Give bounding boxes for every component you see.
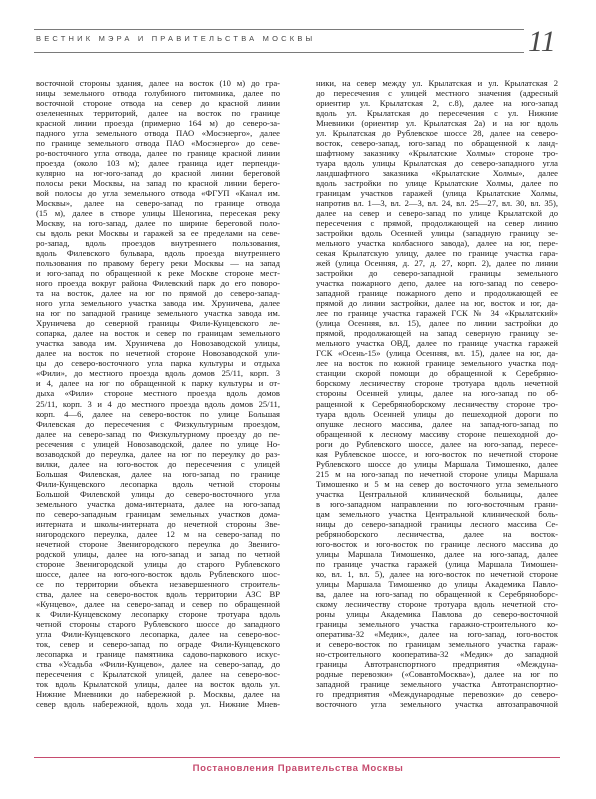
- text-line: кая Рублевское шоссе, и юго-восток по нечетной стороне: [316, 448, 558, 459]
- text-line: возаводской до переулка, далее на юг по переулку до раз-: [36, 448, 280, 459]
- text-line: ро-запад, вдоль проездов внутреннего пользования,: [36, 238, 280, 249]
- text-line: угла Фили-Кунцевского лесопарка, далее на северо-вос-: [36, 628, 280, 639]
- text-line: участка Центральной клинической больницы, далее: [316, 488, 558, 499]
- text-line: участка пожарного депо, далее на юго-запад по северо-: [316, 278, 558, 289]
- text-line: вдоль застройки по улице Крылатские Холмы, далее по: [316, 178, 558, 189]
- text-line: 215 м на юго-запад по нечетной стороне улицы Маршала: [316, 468, 558, 479]
- text-line: Мневники (ориентир ул. Крылатская 2а) и на юг вдоль: [316, 118, 558, 129]
- text-line: корп. 4—6, далее на северо-восток по улице Большая: [36, 408, 280, 419]
- text-line: лее по границе участка гаражей ГСК № 34 «Крылатский»: [316, 308, 558, 319]
- text-line: ул. Крылатская до Рублевское шоссе 28, далее на северо-: [316, 128, 558, 139]
- text-line: сопарка, далее на восток и север по границам земельного: [36, 328, 280, 339]
- text-line: юго-восток и юго-восток по границе лесного массива до: [316, 538, 558, 549]
- text-line: (15 м), далее в створе улицы Шеногина, пересекая реку: [36, 208, 280, 219]
- text-line: восточной стороне отвода на север до красной линии: [36, 98, 280, 109]
- text-line: по северо-западным границам земельных участков дома-: [36, 508, 280, 519]
- text-line: Москвы», далее на северо-запад по границе отвода: [36, 198, 280, 209]
- text-line: шафтному заказнику «Крылатские Холмы» стороне тро-: [316, 148, 558, 159]
- text-line: станции скорой помощи до обращенной к Серебряно-: [316, 368, 558, 379]
- text-line: оператива-32 «Медик», далее на юго-запад, юго-восток: [316, 628, 558, 639]
- text-line: лесопарка и границе памятника садово-паркового искус-: [36, 648, 280, 659]
- text-line: пересечения с прямой, продолжающей на север линию: [316, 218, 558, 229]
- text-line: ного угла земельного участка завода им. Хруничева, далее: [36, 298, 280, 309]
- text-line: мельного участка ОВД, далее по границе участка гаражей: [316, 338, 558, 349]
- text-line: прямой до линии застройки, далее на юг, восток и юг, да-: [316, 298, 558, 309]
- text-line: лее на восток по южной границе земельного участка под-: [316, 358, 558, 369]
- text-line: к Фили-Кунцевскому лесопарку стороне тротуара вдоль: [36, 608, 280, 619]
- text-line: ГСК «Осень-15» (улица Осенняя, вл. 15), далее на юг, да-: [316, 348, 558, 359]
- text-line: восточного угла земельного участка автозаправочной: [316, 698, 558, 709]
- text-line: та на восток, далее на юг по прямой до северо-запад-: [36, 288, 280, 299]
- text-line: в юго-западном направлении по юго-восточным грани-: [316, 498, 558, 509]
- text-line: ребряноборского лесничества, далее на восток-: [316, 528, 558, 539]
- text-line: (улица Осенняя, вл. 15), далее по линии застройки до: [316, 318, 558, 329]
- text-line: далее на северо-запад по Физкультурному проезду до пе-: [36, 428, 280, 439]
- header-rule-top: [34, 29, 524, 30]
- text-line: земельного участка дома-интерната, далее на юго-запад: [36, 498, 280, 509]
- text-line: цы до северо-восточного угла парка культуры и отдыха: [36, 358, 280, 369]
- text-line: нигородского переулка, далее 12 м на северо-запад по: [36, 528, 280, 539]
- text-line: «Фили», до местного проезда вдоль домов 25/11, корп. 3: [36, 368, 280, 379]
- text-column-right: [316, 78, 558, 709]
- text-line: ницы до северо-западной границы лесного массива Се-: [316, 518, 558, 529]
- text-line: ориентир ул. Крылатская 2, с.8), далее на юго-запад: [316, 98, 558, 109]
- text-line: роги до Рублевского шоссе, далее на юго-запад, пересе-: [316, 438, 558, 449]
- text-line: го предприятия «Международные перевозки» до северо-: [316, 688, 558, 699]
- text-line: нечетной стороне Звенигородского переулка до Звениго-: [36, 538, 280, 549]
- text-line: роны улицы Академика Павлова до северо-восточной: [316, 608, 558, 619]
- text-line: границы земельного участка гаражно-строительного ко-: [316, 618, 558, 629]
- text-line: борскому лесничеству стороне тротуара вдоль нечетной: [316, 378, 558, 389]
- text-line: но-строительного кооператива-32 «Медик» до западной: [316, 648, 558, 659]
- text-line: далее на север и северо-запад по улице Крылатской до: [316, 208, 558, 219]
- footer-rule: [34, 757, 560, 758]
- text-line: вой полосы до угла земельного отвода «ФГУП «Канал им.: [36, 188, 280, 199]
- text-line: ток, север и северо-запад по ограде Фили-Кунцевского: [36, 638, 280, 649]
- text-line: Хруничева до северной границы Фили-Кунцевского ле-: [36, 318, 280, 329]
- text-line: дыха «Фили» стороне местного проезда вдоль домов: [36, 388, 280, 399]
- text-line: шоссе, далее на юго-юго-восток вдоль Рублевского шос-: [36, 568, 280, 579]
- text-line: стороне Звенигородской улицы до старого Рублевского: [36, 558, 280, 569]
- text-line: туара вдоль Осенней улицы до пешеходной дороги по: [316, 408, 558, 419]
- text-line: ницы земельного отвода голубиного питомника, далее по: [36, 88, 280, 99]
- text-line: улицы Маршала Тимошенко, далее на юго-запад, далее: [316, 548, 558, 559]
- text-line: обращенной к лесному массиву стороне пешеходной до-: [316, 428, 558, 439]
- text-line: Нижние Мневники до набережной р. Москвы, далее на: [36, 688, 280, 699]
- text-line: Филевская до пересечения с Физкультурным проездом,: [36, 418, 280, 429]
- text-line: родные перевозки» («СовавтоМосква»), далее на юг по: [316, 668, 558, 679]
- text-line: границы Автотранспортного предприятия «Междуна-: [316, 658, 558, 669]
- text-line: красной линии проезда (примерно 164 м) до северо-за-: [36, 118, 280, 129]
- text-line: сы вдоль реки Москвы и гаражей за ее пределами на севе-: [36, 228, 280, 239]
- text-line: на юг по западной границе земельного участка завода им.: [36, 308, 280, 319]
- text-line: цам земельного участка Центральной клинической боль-: [316, 508, 558, 519]
- text-line: ного проезда вокруг района Филевский парк до его поворо-: [36, 278, 280, 289]
- text-line: Большой Филевской улицы до северо-восточного угла: [36, 488, 280, 499]
- text-line: жей (улица Осенняя, д. 27, д. 27, корп. 2), далее по линии: [316, 258, 558, 269]
- text-line: четной стороны старого Рублевского шоссе до западного: [36, 618, 280, 629]
- text-line: се по территории объекта незавершенного строитель-: [36, 578, 280, 589]
- text-line: пользования по правому берегу реки Москвы — на запад: [36, 258, 280, 269]
- text-line: ток вдоль Крылатской улицы, далее на восток вдоль ул.: [36, 678, 280, 689]
- text-line: улицы Маршала Тимошенко до улицы Академика Павло-: [316, 578, 558, 589]
- text-line: застройки до северо-западной границы земельного: [316, 268, 558, 279]
- text-line: «Кунцево», далее на северо-запад и север по обращенной: [36, 598, 280, 609]
- text-line: прямой, продолжающей на запад северную границу зе-: [316, 328, 558, 339]
- text-line: опушке лесного массива, далее на запад-юго-запад по: [316, 418, 558, 429]
- text-line: ращенной к Серебряноборскому лесничеству стороне тро-: [316, 398, 558, 409]
- text-line: Большая Филевская, далее на юго-запад по границе: [36, 468, 280, 479]
- text-line: озелененных территорий, далее на восток по границе: [36, 108, 280, 119]
- text-line: 25/11, корп. 3 и 4 до местного проезда вдоль домов 25/11,: [36, 398, 280, 409]
- text-line: восточной стороны здания, далее на восток (10 м) до гра-: [36, 78, 280, 88]
- text-line: и юго-запад по обращенной к реке Москве стороне мест-: [36, 268, 280, 279]
- text-line: ства «Усадьба «Фили-Кунцево», далее на северо-запад, до: [36, 658, 280, 669]
- text-line: западной границе земельного участка Автотранспортно-: [316, 678, 558, 689]
- text-line: интерната и школы-интерната до нечетной стороны Зве-: [36, 518, 280, 529]
- text-line: ресечения с улицей Новозаводской, далее по улице Но-: [36, 438, 280, 449]
- text-line: секая Крылатскую улицу, далее по границе участка гара-: [316, 248, 558, 259]
- text-line: и 4, далее на юг по обращенной к парку культуры и от-: [36, 378, 280, 389]
- text-line: Фили-Кунцевского лесопарка вдоль четной стороны: [36, 478, 280, 489]
- text-line: туара вдоль улицы Крылатская до северо-западного угла: [316, 158, 558, 169]
- text-line: Рублевского шоссе до улицы Маршала Тимошенко, далее: [316, 458, 558, 469]
- text-line: проезда (около 103 м); далее граница идет перпенди-: [36, 158, 280, 169]
- text-line: скому лесничеству стороне тротуара вдоль нечетной сто-: [316, 598, 558, 609]
- text-line: вилки, далее на юго-восток до пересечения с улицей: [36, 458, 280, 469]
- text-line: родской улицы, далее на юго-запад и запад по четной: [36, 548, 280, 559]
- text-line: по границе участка гаражей (улица Маршала Тимошен-: [316, 558, 558, 569]
- text-line: пересечения с Крылатской улицей, далее на северо-вос-: [36, 668, 280, 679]
- text-line: мельного участка колбасного завода), далее на юг, пере-: [316, 238, 558, 249]
- text-line: до пересечения с улицей местного значения (адресный: [316, 88, 558, 99]
- text-line: восток, северо-запад, юго-запад по обращенной к ланд-: [316, 138, 558, 149]
- text-line: по границе земельного отвода ПАО «Мосэнерго» до севе-: [36, 138, 280, 149]
- text-line: вдоль Филевского бульвара, вдоль проезда внутреннего: [36, 248, 280, 259]
- text-line: напротив вл. 1—3, вл. 2—3, вл. 24, вл. 25—27, вл. 30, вл. 35),: [316, 198, 558, 209]
- text-line: падного угла земельного отвода ПАО «Мосэнерго», далее: [36, 128, 280, 139]
- text-line: Тимошенко и 5 м на север до восточного угла земельного: [316, 478, 558, 489]
- text-line: далее на восток по нечетной стороне Новозаводской ули-: [36, 348, 280, 359]
- text-line: участка завода им. Хруничева до Новозаводской улицы,: [36, 338, 280, 349]
- text-line: и северо-восток по границам земельного участка гараж-: [316, 638, 558, 649]
- text-line: ва, далее на юго-запад по обращенной к Серебряноборс-: [316, 588, 558, 599]
- text-line: застройки вдоль Осенней улицы (западную границу зе-: [316, 228, 558, 239]
- text-line: кулярно на юг-юго-запад до красной линии береговой: [36, 168, 280, 179]
- section-footer: Постановления Правительства Москвы: [192, 763, 404, 774]
- header-rule-bottom: [34, 52, 524, 53]
- text-line: ро-восточного угла отвода, далее по границе красной линии: [36, 148, 280, 159]
- text-line: Москву, на юго-запад, далее по ширине береговой поло-: [36, 218, 280, 229]
- text-column-left: [36, 78, 280, 709]
- text-line: западной границе пожарного депо и продолжающей ее: [316, 288, 558, 299]
- text-line: ко, вл. 1, вл. 5), далее на юго-восток по нечетной стороне: [316, 568, 558, 579]
- text-line: ландшафтного заказника «Крылатские Холмы», далее: [316, 168, 558, 179]
- text-line: полосы реки Москвы, на запад по красной линии берего-: [36, 178, 280, 189]
- text-line: вдоль ул. Крылатская до пересечения с ул. Нижние: [316, 108, 558, 119]
- text-line: стороны Осенней улицы, далее на юго-запад по об-: [316, 388, 558, 399]
- text-line: границам участков гаражей (улица Крылатские Холмы,: [316, 188, 558, 199]
- text-line: ства, далее на северо-восток вдоль территории АЗС ВР: [36, 588, 280, 599]
- text-line: ники, на север между ул. Крылатская и ул. Крылатская 2: [316, 78, 558, 88]
- text-line: север вдоль набережной, вдоль хода ул. Нижние Мнев-: [36, 698, 280, 709]
- journal-title: ВЕСТНИК МЭРА И ПРАВИТЕЛЬСТВА МОСКВЫ: [36, 34, 316, 43]
- page-number: 11: [528, 25, 556, 58]
